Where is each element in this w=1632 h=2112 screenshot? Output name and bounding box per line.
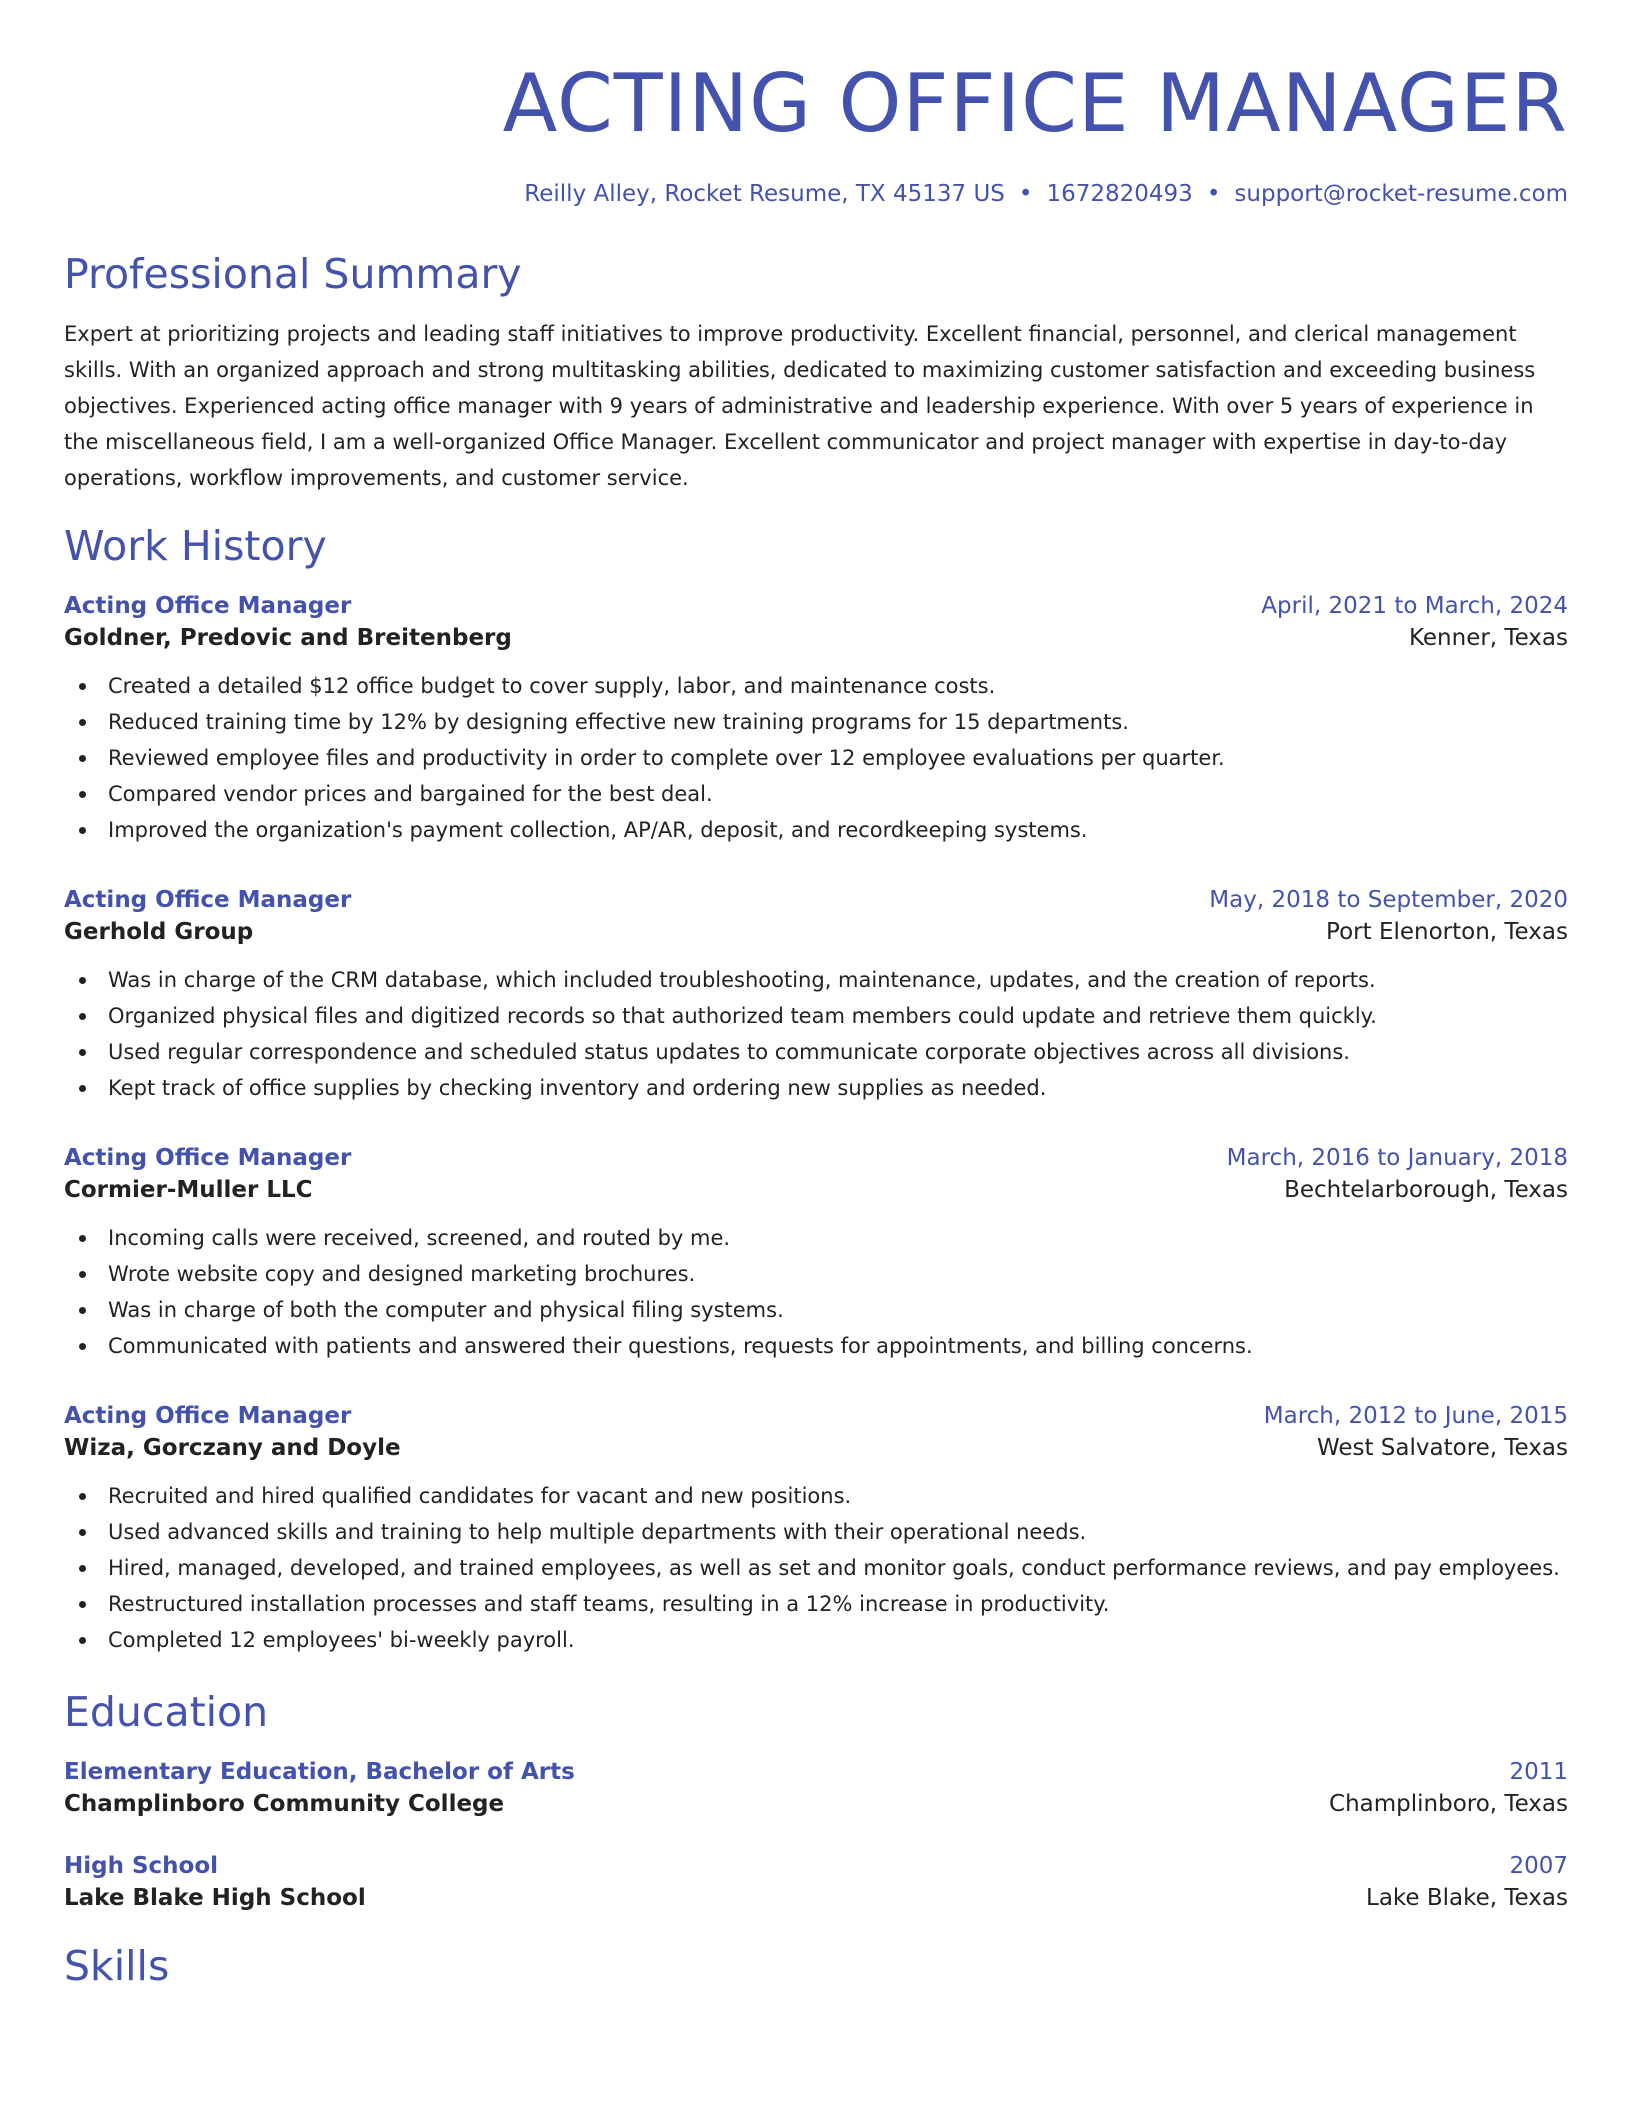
- job-employer-row: [64, 1174, 1568, 1206]
- job-header-row: [64, 884, 1568, 916]
- job-title: Acting Office Manager: [64, 593, 352, 619]
- education-year: 2007: [1509, 1853, 1568, 1879]
- job-location: West Salvatore, Texas: [1316, 1435, 1568, 1461]
- job-employer-row: [64, 1432, 1568, 1464]
- education-location: Champlinboro, Texas: [1329, 1791, 1568, 1817]
- job-employer: Gerhold Group: [64, 919, 254, 945]
- summary-heading: Professional Summary: [64, 250, 522, 298]
- job-bullet: Reviewed employee files and productivity in order to complete over 12 employee evaluations per quarter.: [64, 740, 1568, 776]
- work-history-heading: Work History: [64, 522, 327, 570]
- education-degree: Elementary Education, Bachelor of Arts: [64, 1759, 575, 1785]
- contact-separator: •: [1018, 181, 1033, 207]
- education-location: Lake Blake, Texas: [1366, 1885, 1568, 1911]
- job-bullet: Used advanced skills and training to help multiple departments with their operational needs.: [64, 1514, 1568, 1550]
- contact-phone: 1672820493: [1046, 181, 1193, 207]
- job-bullet: Compared vendor prices and bargained for the best deal.: [64, 776, 1568, 812]
- job-entry: [64, 1400, 1568, 1658]
- job-header-row: [64, 1400, 1568, 1432]
- job-location: Port Elenorton, Texas: [1326, 919, 1568, 945]
- job-header-row: [64, 1142, 1568, 1174]
- job-bullet: Restructured installation processes and staff teams, resulting in a 12% increase in productivity.: [64, 1586, 1568, 1622]
- job-title: Acting Office Manager: [64, 887, 352, 913]
- job-employer: Cormier-Muller LLC: [64, 1177, 313, 1203]
- job-employer: Goldner, Predovic and Breitenberg: [64, 625, 512, 651]
- job-bullet: Improved the organization's payment collection, AP/AR, deposit, and recordkeeping systems.: [64, 812, 1568, 848]
- job-bullet: Reduced training time by 12% by designing effective new training programs for 15 departments.: [64, 704, 1568, 740]
- contact-separator: •: [1206, 181, 1221, 207]
- education-school-row: [64, 1788, 1568, 1820]
- education-header-row: [64, 1850, 1568, 1882]
- education-school: Lake Blake High School: [64, 1885, 366, 1911]
- job-bullet: Created a detailed $12 office budget to cover supply, labor, and maintenance costs.: [64, 668, 1568, 704]
- job-dates: May, 2018 to September, 2020: [1209, 887, 1568, 913]
- job-dates: March, 2016 to January, 2018: [1226, 1145, 1568, 1171]
- resume-title: ACTING OFFICE MANAGER: [502, 57, 1568, 150]
- job-entry: [64, 590, 1568, 848]
- contact-address: Reilly Alley, Rocket Resume, TX 45137 US: [524, 181, 1005, 207]
- job-bullet: Kept track of office supplies by checking inventory and ordering new supplies as needed.: [64, 1070, 1568, 1106]
- education-year: 2011: [1509, 1759, 1568, 1785]
- job-bullet: Used regular correspondence and scheduled status updates to communicate corporate objectives across all divisions.: [64, 1034, 1568, 1070]
- job-header-row: [64, 590, 1568, 622]
- job-bullets: [64, 1220, 1568, 1364]
- job-dates: April, 2021 to March, 2024: [1261, 593, 1568, 619]
- job-bullet: Was in charge of the CRM database, which included troubleshooting, maintenance, updates, and the creation of reports.: [64, 962, 1568, 998]
- contact-email[interactable]: support@rocket-resume.com: [1234, 181, 1568, 207]
- job-location: Kenner, Texas: [1408, 625, 1568, 651]
- job-entry: [64, 884, 1568, 1106]
- job-bullets: [64, 1478, 1568, 1658]
- job-bullet: Organized physical files and digitized records so that authorized team members could update and retrieve them quickly.: [64, 998, 1568, 1034]
- job-title: Acting Office Manager: [64, 1403, 352, 1429]
- skills-heading: Skills: [64, 1942, 170, 1990]
- job-bullet: Wrote website copy and designed marketing brochures.: [64, 1256, 1568, 1292]
- contact-line: [64, 178, 1568, 210]
- education-entry: [64, 1756, 1568, 1820]
- job-employer: Wiza, Gorczany and Doyle: [64, 1435, 401, 1461]
- job-bullet: Completed 12 employees' bi-weekly payroll.: [64, 1622, 1568, 1658]
- job-bullets: [64, 668, 1568, 848]
- job-bullet: Communicated with patients and answered their questions, requests for appointments, and billing concerns.: [64, 1328, 1568, 1364]
- education-heading: Education: [64, 1688, 269, 1736]
- job-title: Acting Office Manager: [64, 1145, 352, 1171]
- education-degree: High School: [64, 1853, 219, 1879]
- job-dates: March, 2012 to June, 2015: [1263, 1403, 1568, 1429]
- job-bullet: Was in charge of both the computer and physical filing systems.: [64, 1292, 1568, 1328]
- job-location: Bechtelarborough, Texas: [1284, 1177, 1568, 1203]
- job-entry: [64, 1142, 1568, 1364]
- education-school: Champlinboro Community College: [64, 1791, 505, 1817]
- summary-text: Expert at prioritizing projects and leading staff initiatives to improve productivity. Excellent financial, personnel, and clerical management skills. With an organized approach and strong multitasking abilities, dedicated to maximizing customer satisfaction and exceeding business objectives. Experienced acting office manager with 9 years of administrative and leadership experience. With over 5 years of experience in the miscellaneous field, I am a well-organized Office Manager. Excellent communicator and project manager with expertise in day-to-day operations, workflow improvements, and customer service.: [64, 322, 1536, 490]
- job-employer-row: [64, 622, 1568, 654]
- education-header-row: [64, 1756, 1568, 1788]
- job-bullets: [64, 962, 1568, 1106]
- education-entry: [64, 1850, 1568, 1914]
- education-school-row: [64, 1882, 1568, 1914]
- resume-page: [64, 0, 1568, 1992]
- job-bullet: Recruited and hired qualified candidates for vacant and new positions.: [64, 1478, 1568, 1514]
- job-bullet: Incoming calls were received, screened, and routed by me.: [64, 1220, 1568, 1256]
- job-employer-row: [64, 916, 1568, 948]
- job-bullet: Hired, managed, developed, and trained employees, as well as set and monitor goals, conduct performance reviews, and pay employees.: [64, 1550, 1568, 1586]
